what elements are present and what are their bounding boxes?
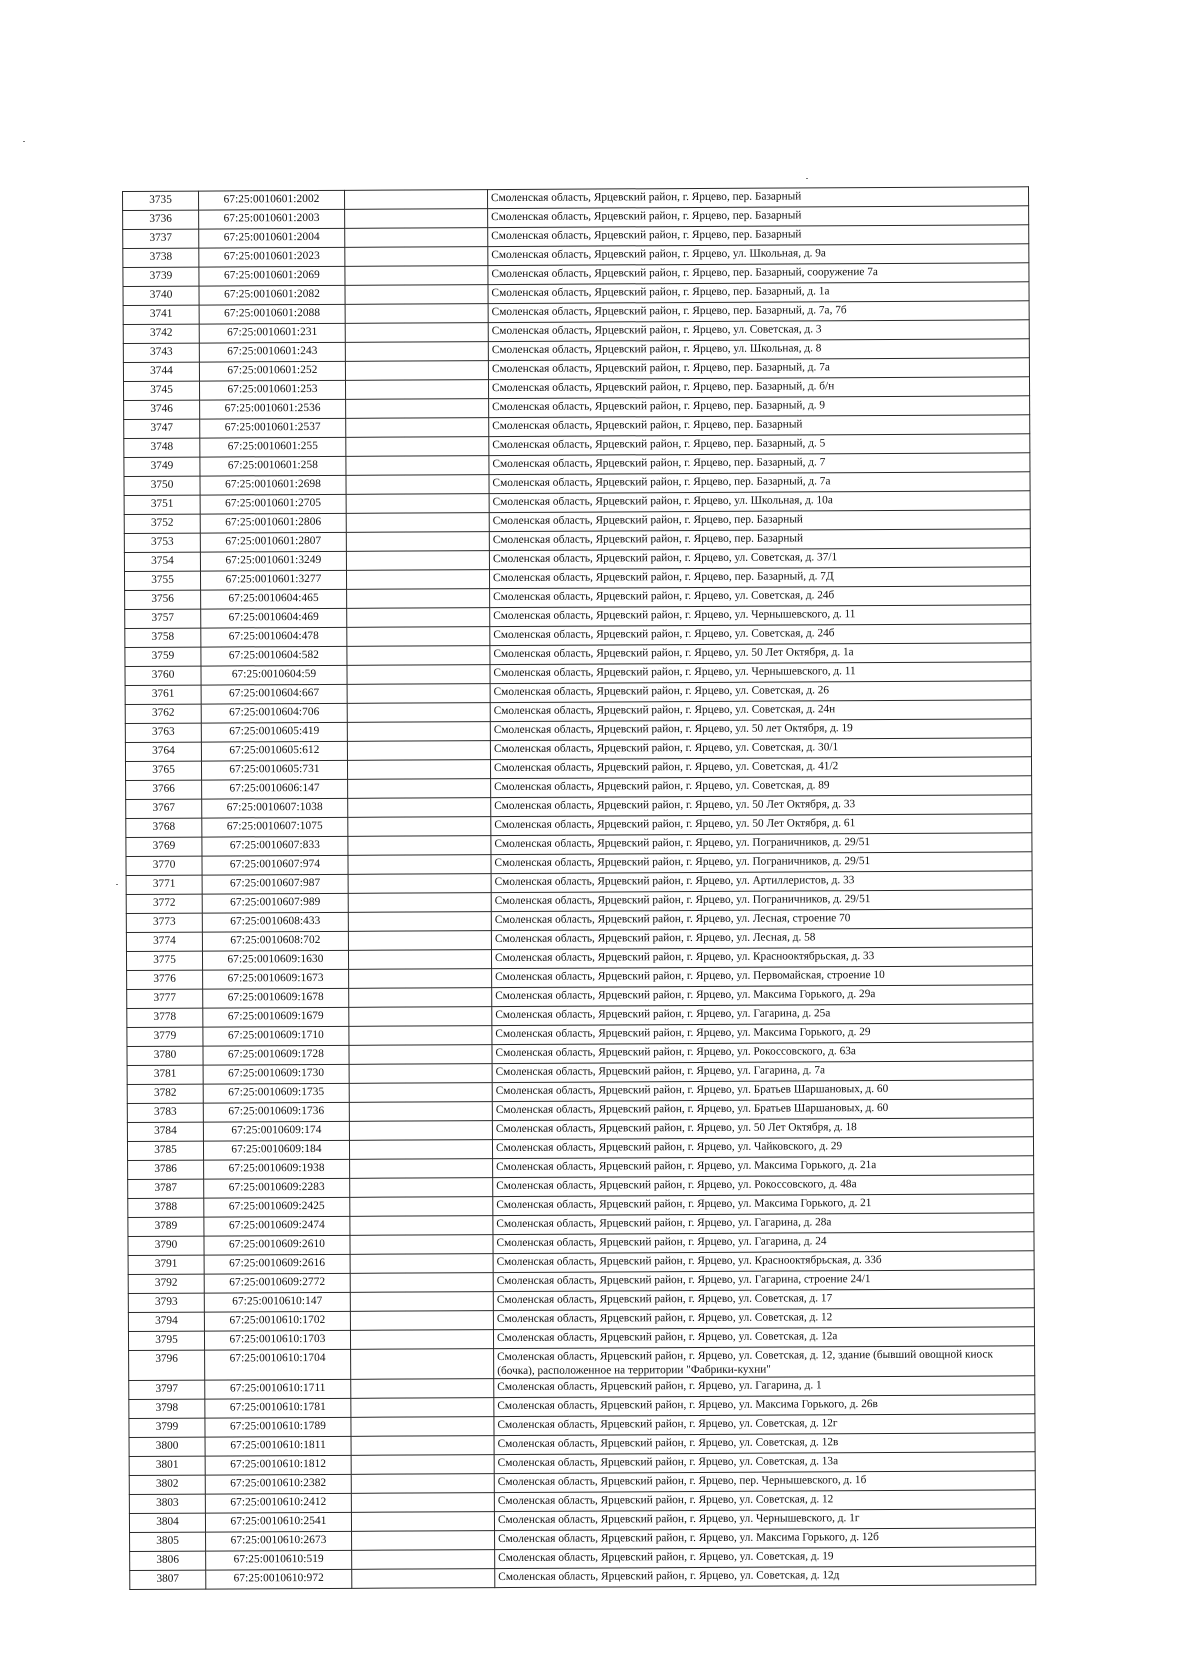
- cadastral-number-cell: 67:25:0010604:478: [201, 627, 347, 647]
- empty-cell: [346, 456, 489, 476]
- address-cell: Смоленская область, Ярцевский район, г. Ярцево, ул. Чернышевского, д. 11: [490, 662, 1031, 684]
- empty-cell: [347, 684, 490, 704]
- address-cell: Смоленская область, Ярцевский район, г. Ярцево, пер. Базарный, д. 5: [489, 434, 1030, 456]
- address-cell: Смоленская область, Ярцевский район, г. Ярцево, ул. 50 Лет Октября, д. 18: [492, 1118, 1033, 1140]
- address-cell: Смоленская область, Ярцевский район, г. Ярцево, ул. 50 Лет Октября, д. 1а: [490, 643, 1031, 665]
- cadastral-number-cell: 67:25:0010601:2002: [199, 190, 345, 210]
- cadastral-number-cell: 67:25:0010608:433: [202, 912, 348, 932]
- row-number-cell: 3783: [127, 1103, 203, 1122]
- empty-cell: [351, 1398, 494, 1418]
- table-row: [130, 1566, 1036, 1590]
- scan-speck: [23, 141, 25, 142]
- cadastral-number-cell: 67:25:0010605:419: [201, 722, 347, 742]
- empty-cell: [348, 836, 491, 856]
- address-cell: Смоленская область, Ярцевский район, г. Ярцево, ул. Советская, д. 89: [491, 776, 1032, 798]
- address-cell: Смоленская область, Ярцевский район, г. Ярцево, пер. Базарный: [489, 415, 1030, 437]
- address-cell: Смоленская область, Ярцевский район, г. Ярцево, ул. Советская, д. 13а: [494, 1452, 1035, 1474]
- row-number-cell: 3793: [128, 1293, 204, 1312]
- address-cell: Смоленская область, Ярцевский район, г. Ярцево, ул. Советская, д. 41/2: [490, 757, 1031, 779]
- cadastral-number-cell: 67:25:0010610:1711: [205, 1379, 351, 1399]
- row-number-cell: 3740: [123, 286, 199, 305]
- address-cell: Смоленская область, Ярцевский район, г. Ярцево, ул. 50 Лет Октября, д. 61: [491, 814, 1032, 836]
- empty-cell: [345, 380, 488, 400]
- row-number-cell: 3777: [127, 989, 203, 1008]
- address-cell: Смоленская область, Ярцевский район, г. Ярцево, пер. Базарный, д. 7: [489, 453, 1030, 475]
- cadastral-number-cell: 67:25:0010609:1728: [203, 1045, 349, 1065]
- empty-cell: [351, 1474, 494, 1494]
- cadastral-number-cell: 67:25:0010601:253: [199, 380, 345, 400]
- cadastral-number-cell: 67:25:0010610:2541: [205, 1512, 351, 1532]
- row-number-cell: 3805: [130, 1532, 206, 1551]
- row-number-cell: 3750: [124, 476, 200, 495]
- empty-cell: [347, 608, 490, 628]
- address-cell: Смоленская область, Ярцевский район, г. Ярцево, ул. Гагарина, д. 25а: [492, 1004, 1033, 1026]
- address-cell: Смоленская область, Ярцевский район, г. Ярцево, ул. Чайковского, д. 29: [492, 1137, 1033, 1159]
- address-cell: Смоленская область, Ярцевский район, г. Ярцево, ул. Школьная, д. 9а: [488, 244, 1029, 266]
- empty-cell: [347, 627, 490, 647]
- row-number-cell: 3781: [127, 1065, 203, 1084]
- address-cell: Смоленская область, Ярцевский район, г. Ярцево, ул. Чернышевского, д. 1г: [494, 1509, 1035, 1531]
- cadastral-number-cell: 67:25:0010610:972: [206, 1569, 352, 1589]
- row-number-cell: 3757: [125, 609, 201, 628]
- empty-cell: [349, 1045, 492, 1065]
- row-number-cell: 3778: [127, 1008, 203, 1027]
- row-number-cell: 3786: [128, 1160, 204, 1179]
- table-row: [129, 1346, 1035, 1381]
- cadastral-number-cell: 67:25:0010604:469: [201, 608, 347, 628]
- cadastral-number-cell: 67:25:0010601:252: [199, 361, 345, 381]
- cadastral-number-cell: 67:25:0010604:59: [201, 665, 347, 685]
- cadastral-number-cell: 67:25:0010607:987: [202, 874, 348, 894]
- address-cell: Смоленская область, Ярцевский район, г. Ярцево, ул. Краснооктябрьская, д. 33б: [493, 1251, 1034, 1273]
- empty-cell: [349, 1026, 492, 1046]
- empty-cell: [345, 247, 488, 267]
- address-cell: Смоленская область, Ярцевский район, г. Ярцево, ул. Лесная, строение 70: [491, 909, 1032, 931]
- registry-table-body: [123, 187, 1036, 1590]
- cadastral-number-cell: 67:25:0010609:2610: [204, 1235, 350, 1255]
- cadastral-number-cell: 67:25:0010610:2412: [205, 1493, 351, 1513]
- cadastral-number-cell: 67:25:0010601:3277: [200, 570, 346, 590]
- row-number-cell: 3790: [128, 1236, 204, 1255]
- address-cell: Смоленская область, Ярцевский район, г. Ярцево, ул. Гагарина, д. 1: [494, 1376, 1035, 1398]
- row-number-cell: 3789: [128, 1217, 204, 1236]
- row-number-cell: 3761: [125, 685, 201, 704]
- cadastral-number-cell: 67:25:0010610:1704: [205, 1349, 351, 1380]
- empty-cell: [345, 228, 488, 248]
- empty-cell: [350, 1159, 493, 1179]
- row-number-cell: 3792: [128, 1274, 204, 1293]
- cadastral-number-cell: 67:25:0010601:2536: [200, 399, 346, 419]
- row-number-cell: 3739: [123, 267, 199, 286]
- empty-cell: [346, 475, 489, 495]
- row-number-cell: 3751: [124, 495, 200, 514]
- cadastral-number-cell: 67:25:0010601:3249: [200, 551, 346, 571]
- row-number-cell: 3742: [123, 324, 199, 343]
- cadastral-number-cell: 67:25:0010601:258: [200, 456, 346, 476]
- address-cell: Смоленская область, Ярцевский район, г. Ярцево, пер. Чернышевского, д. 1б: [494, 1471, 1035, 1493]
- row-number-cell: 3770: [126, 856, 202, 875]
- empty-cell: [347, 646, 490, 666]
- address-cell: Смоленская область, Ярцевский район, г. Ярцево, ул. Артиллеристов, д. 33: [491, 871, 1032, 893]
- empty-cell: [350, 1216, 493, 1236]
- row-number-cell: 3756: [125, 590, 201, 609]
- row-number-cell: 3752: [124, 514, 200, 533]
- row-number-cell: 3773: [126, 913, 202, 932]
- row-number-cell: 3754: [124, 552, 200, 571]
- empty-cell: [348, 912, 491, 932]
- row-number-cell: 3797: [129, 1380, 205, 1399]
- row-number-cell: 3804: [129, 1513, 205, 1532]
- cadastral-number-cell: 67:25:0010610:2673: [206, 1531, 352, 1551]
- empty-cell: [345, 323, 488, 343]
- row-number-cell: 3782: [127, 1084, 203, 1103]
- row-number-cell: 3738: [123, 248, 199, 267]
- address-cell: Смоленская область, Ярцевский район, г. Ярцево, пер. Базарный, д. 7а: [488, 358, 1029, 380]
- address-cell: Смоленская область, Ярцевский район, г. Ярцево, ул. Пограничников, д. 29/51: [491, 890, 1032, 912]
- row-number-cell: 3768: [126, 818, 202, 837]
- cadastral-number-cell: 67:25:0010606:147: [202, 779, 348, 799]
- cadastral-number-cell: 67:25:0010601:2806: [200, 513, 346, 533]
- empty-cell: [347, 741, 490, 761]
- row-number-cell: 3766: [126, 780, 202, 799]
- cadastral-number-cell: 67:25:0010609:2772: [204, 1273, 350, 1293]
- row-number-cell: 3798: [129, 1399, 205, 1418]
- cadastral-number-cell: 67:25:0010610:1703: [204, 1330, 350, 1350]
- cadastral-number-cell: 67:25:0010605:731: [201, 760, 347, 780]
- cadastral-number-cell: 67:25:0010609:1630: [202, 950, 348, 970]
- empty-cell: [346, 399, 489, 419]
- cadastral-number-cell: 67:25:0010610:1812: [205, 1455, 351, 1475]
- row-number-cell: 3762: [125, 704, 201, 723]
- address-cell: Смоленская область, Ярцевский район, г. Ярцево, ул. Советская, д. 3: [488, 320, 1029, 342]
- row-number-cell: 3755: [124, 571, 200, 590]
- cadastral-number-cell: 67:25:0010604:582: [201, 646, 347, 666]
- address-cell: Смоленская область, Ярцевский район, г. Ярцево, пер. Базарный: [489, 529, 1030, 551]
- row-number-cell: 3796: [129, 1350, 205, 1380]
- address-cell: Смоленская область, Ярцевский район, г. Ярцево, пер. Базарный, д. 7а, 7б: [488, 301, 1029, 323]
- address-cell: Смоленская область, Ярцевский район, г. Ярцево, ул. Максима Горького, д. 29а: [492, 985, 1033, 1007]
- cadastral-number-cell: 67:25:0010607:989: [202, 893, 348, 913]
- address-cell: Смоленская область, Ярцевский район, г. Ярцево, ул. Лесная, д. 58: [491, 928, 1032, 950]
- row-number-cell: 3794: [128, 1312, 204, 1331]
- cadastral-number-cell: 67:25:0010604:667: [201, 684, 347, 704]
- address-cell: Смоленская область, Ярцевский район, г. Ярцево, ул. Гагарина, строение 24/1: [493, 1270, 1034, 1292]
- row-number-cell: 3744: [123, 362, 199, 381]
- empty-cell: [349, 1064, 492, 1084]
- row-number-cell: 3801: [129, 1456, 205, 1475]
- address-cell: Смоленская область, Ярцевский район, г. Ярцево, ул. Гагарина, д. 28а: [493, 1213, 1034, 1235]
- cadastral-number-cell: 67:25:0010607:833: [202, 836, 348, 856]
- address-cell: Смоленская область, Ярцевский район, г. Ярцево, ул. Советская, д. 12, здание (бывший овощной киоск (бочка), расположенное на территории "Фабрики-кухни": [494, 1346, 1035, 1379]
- cadastral-number-cell: 67:25:0010601:2023: [199, 247, 345, 267]
- address-cell: Смоленская область, Ярцевский район, г. Ярцево, ул. Рокоссовского, д. 63а: [492, 1042, 1033, 1064]
- row-number-cell: 3776: [127, 970, 203, 989]
- cadastral-number-cell: 67:25:0010601:2003: [199, 209, 345, 229]
- cadastral-number-cell: 67:25:0010610:1811: [205, 1436, 351, 1456]
- empty-cell: [350, 1178, 493, 1198]
- row-number-cell: 3779: [127, 1027, 203, 1046]
- empty-cell: [347, 665, 490, 685]
- scan-speck: [806, 178, 808, 179]
- empty-cell: [346, 437, 489, 457]
- cadastral-number-cell: 67:25:0010601:2069: [199, 266, 345, 286]
- row-number-cell: 3787: [128, 1179, 204, 1198]
- address-cell: Смоленская область, Ярцевский район, г. Ярцево, пер. Базарный: [487, 187, 1028, 209]
- empty-cell: [348, 931, 491, 951]
- empty-cell: [350, 1292, 493, 1312]
- cadastral-number-cell: 67:25:0010609:184: [203, 1140, 349, 1160]
- address-cell: Смоленская область, Ярцевский район, г. Ярцево, ул. Пограничников, д. 29/51: [491, 852, 1032, 874]
- address-cell: Смоленская область, Ярцевский район, г. Ярцево, ул. Советская, д. 26: [490, 681, 1031, 703]
- empty-cell: [351, 1379, 494, 1399]
- address-cell: Смоленская область, Ярцевский район, г. Ярцево, ул. Братьев Шаршановых, д. 60: [492, 1080, 1033, 1102]
- empty-cell: [348, 779, 491, 799]
- empty-cell: [349, 969, 492, 989]
- address-cell: Смоленская область, Ярцевский район, г. Ярцево, ул. Советская, д. 12а: [493, 1327, 1034, 1349]
- cadastral-number-cell: 67:25:0010601:2088: [199, 304, 345, 324]
- cadastral-number-cell: 67:25:0010609:1678: [203, 988, 349, 1008]
- empty-cell: [352, 1569, 495, 1589]
- cadastral-number-cell: 67:25:0010609:1735: [203, 1083, 349, 1103]
- empty-cell: [351, 1455, 494, 1475]
- empty-cell: [348, 874, 491, 894]
- row-number-cell: 3743: [123, 343, 199, 362]
- empty-cell: [347, 589, 490, 609]
- empty-cell: [349, 1121, 492, 1141]
- empty-cell: [351, 1512, 494, 1532]
- empty-cell: [348, 855, 491, 875]
- cadastral-number-cell: 67:25:0010601:255: [200, 437, 346, 457]
- empty-cell: [349, 1083, 492, 1103]
- cadastral-number-cell: 67:25:0010609:1673: [203, 969, 349, 989]
- row-number-cell: 3775: [126, 951, 202, 970]
- cadastral-number-cell: 67:25:0010607:974: [202, 855, 348, 875]
- row-number-cell: 3764: [125, 742, 201, 761]
- cadastral-number-cell: 67:25:0010610:147: [204, 1292, 350, 1312]
- empty-cell: [345, 285, 488, 305]
- empty-cell: [350, 1273, 493, 1293]
- cadastral-number-cell: 67:25:0010601:2807: [200, 532, 346, 552]
- cadastral-number-cell: 67:25:0010609:174: [203, 1121, 349, 1141]
- cadastral-number-cell: 67:25:0010609:2474: [204, 1216, 350, 1236]
- address-cell: Смоленская область, Ярцевский район, г. Ярцево, ул. 50 лет Октября, д. 19: [490, 719, 1031, 741]
- empty-cell: [351, 1436, 494, 1456]
- address-cell: Смоленская область, Ярцевский район, г. Ярцево, пер. Базарный, д. 7а: [489, 472, 1030, 494]
- address-cell: Смоленская область, Ярцевский район, г. Ярцево, ул. Краснооктябрьская, д. 33: [491, 947, 1032, 969]
- row-number-cell: 3799: [129, 1418, 205, 1437]
- row-number-cell: 3769: [126, 837, 202, 856]
- row-number-cell: 3753: [124, 533, 200, 552]
- property-registry-table: [122, 186, 1036, 1590]
- row-number-cell: 3788: [128, 1198, 204, 1217]
- address-cell: Смоленская область, Ярцевский район, г. Ярцево, ул. Школьная, д. 8: [488, 339, 1029, 361]
- row-number-cell: 3791: [128, 1255, 204, 1274]
- address-cell: Смоленская область, Ярцевский район, г. Ярцево, ул. Первомайская, строение 10: [492, 966, 1033, 988]
- address-cell: Смоленская область, Ярцевский район, г. Ярцево, ул. Школьная, д. 10а: [489, 491, 1030, 513]
- address-cell: Смоленская область, Ярцевский район, г. Ярцево, ул. Пограничников, д. 29/51: [491, 833, 1032, 855]
- empty-cell: [349, 1007, 492, 1027]
- address-cell: Смоленская область, Ярцевский район, г. Ярцево, ул. Чернышевского, д. 11: [490, 605, 1031, 627]
- cadastral-number-cell: 67:25:0010601:243: [199, 342, 345, 362]
- cadastral-number-cell: 67:25:0010609:1710: [203, 1026, 349, 1046]
- address-cell: Смоленская область, Ярцевский район, г. Ярцево, ул. Советская, д. 37/1: [489, 548, 1030, 570]
- row-number-cell: 3802: [129, 1475, 205, 1494]
- empty-cell: [345, 304, 488, 324]
- empty-cell: [346, 532, 489, 552]
- cadastral-number-cell: 67:25:0010609:2425: [204, 1197, 350, 1217]
- row-number-cell: 3774: [126, 932, 202, 951]
- row-number-cell: 3767: [126, 799, 202, 818]
- address-cell: Смоленская область, Ярцевский район, г. Ярцево, ул. Советская, д. 24н: [490, 700, 1031, 722]
- row-number-cell: 3735: [123, 191, 199, 210]
- address-cell: Смоленская область, Ярцевский район, г. Ярцево, ул. Советская, д. 24б: [490, 624, 1031, 646]
- empty-cell: [351, 1493, 494, 1513]
- row-number-cell: 3803: [129, 1494, 205, 1513]
- empty-cell: [351, 1349, 494, 1380]
- cadastral-number-cell: 67:25:0010610:1789: [205, 1417, 351, 1437]
- empty-cell: [346, 570, 489, 590]
- address-cell: Смоленская область, Ярцевский район, г. Ярцево, ул. Советская, д. 12г: [494, 1414, 1035, 1436]
- empty-cell: [345, 209, 488, 229]
- address-cell: Смоленская область, Ярцевский район, г. Ярцево, пер. Базарный: [488, 206, 1029, 228]
- address-cell: Смоленская область, Ярцевский район, г. Ярцево, ул. Максима Горького, д. 29: [492, 1023, 1033, 1045]
- address-cell: Смоленская область, Ярцевский район, г. Ярцево, ул. Советская, д. 17: [493, 1289, 1034, 1311]
- empty-cell: [348, 893, 491, 913]
- row-number-cell: 3807: [130, 1570, 206, 1589]
- address-cell: Смоленская область, Ярцевский район, г. Ярцево, пер. Базарный: [488, 225, 1029, 247]
- cadastral-number-cell: 67:25:0010610:2382: [205, 1474, 351, 1494]
- row-number-cell: 3747: [124, 419, 200, 438]
- address-cell: Смоленская область, Ярцевский район, г. Ярцево, пер. Базарный, д. 7Д: [489, 567, 1030, 589]
- address-cell: Смоленская область, Ярцевский район, г. Ярцево, ул. Советская, д. 12д: [495, 1566, 1036, 1588]
- empty-cell: [348, 817, 491, 837]
- cadastral-number-cell: 67:25:0010604:465: [201, 589, 347, 609]
- address-cell: Смоленская область, Ярцевский район, г. Ярцево, ул. Максима Горького, д. 21а: [493, 1156, 1034, 1178]
- empty-cell: [345, 266, 488, 286]
- cadastral-number-cell: 67:25:0010609:1736: [203, 1102, 349, 1122]
- address-cell: Смоленская область, Ярцевский район, г. Ярцево, пер. Базарный, д. 1а: [488, 282, 1029, 304]
- row-number-cell: 3746: [124, 400, 200, 419]
- address-cell: Смоленская область, Ярцевский район, г. Ярцево, пер. Базарный: [489, 510, 1030, 532]
- row-number-cell: 3763: [125, 723, 201, 742]
- row-number-cell: 3765: [125, 761, 201, 780]
- row-number-cell: 3795: [128, 1331, 204, 1350]
- empty-cell: [349, 988, 492, 1008]
- empty-cell: [345, 342, 488, 362]
- cadastral-number-cell: 67:25:0010609:1730: [203, 1064, 349, 1084]
- empty-cell: [349, 1140, 492, 1160]
- cadastral-number-cell: 67:25:0010601:2082: [199, 285, 345, 305]
- cadastral-number-cell: 67:25:0010609:2616: [204, 1254, 350, 1274]
- empty-cell: [346, 418, 489, 438]
- address-cell: Смоленская область, Ярцевский район, г. Ярцево, пер. Базарный, д. б/н: [488, 377, 1029, 399]
- row-number-cell: 3771: [126, 875, 202, 894]
- row-number-cell: 3760: [125, 666, 201, 685]
- row-number-cell: 3785: [127, 1141, 203, 1160]
- cadastral-number-cell: 67:25:0010601:231: [199, 323, 345, 343]
- scan-speck: [116, 884, 118, 885]
- cadastral-number-cell: 67:25:0010604:706: [201, 703, 347, 723]
- empty-cell: [347, 703, 490, 723]
- address-cell: Смоленская область, Ярцевский район, г. Ярцево, ул. Максима Горького, д. 12б: [495, 1528, 1036, 1550]
- address-cell: Смоленская область, Ярцевский район, г. Ярцево, ул. Максима Горького, д. 21: [493, 1194, 1034, 1216]
- empty-cell: [346, 551, 489, 571]
- empty-cell: [351, 1417, 494, 1437]
- row-number-cell: 3745: [123, 381, 199, 400]
- address-cell: Смоленская область, Ярцевский район, г. Ярцево, ул. Советская, д. 12: [494, 1490, 1035, 1512]
- empty-cell: [350, 1330, 493, 1350]
- cadastral-number-cell: 67:25:0010601:2705: [200, 494, 346, 514]
- cadastral-number-cell: 67:25:0010610:519: [206, 1550, 352, 1570]
- empty-cell: [350, 1235, 493, 1255]
- empty-cell: [352, 1531, 495, 1551]
- empty-cell: [348, 798, 491, 818]
- address-cell: Смоленская область, Ярцевский район, г. Ярцево, ул. Советская, д. 24б: [490, 586, 1031, 608]
- empty-cell: [344, 190, 487, 210]
- address-cell: Смоленская область, Ярцевский район, г. Ярцево, ул. Гагарина, д. 24: [493, 1232, 1034, 1254]
- empty-cell: [346, 513, 489, 533]
- address-cell: Смоленская область, Ярцевский район, г. Ярцево, ул. Братьев Шаршановых, д. 60: [492, 1099, 1033, 1121]
- row-number-cell: 3784: [127, 1122, 203, 1141]
- address-cell: Смоленская область, Ярцевский район, г. Ярцево, ул. Советская, д. 12в: [494, 1433, 1035, 1455]
- address-cell: Смоленская область, Ярцевский район, г. Ярцево, ул. Гагарина, д. 7а: [492, 1061, 1033, 1083]
- empty-cell: [352, 1550, 495, 1570]
- row-number-cell: 3800: [129, 1437, 205, 1456]
- cadastral-number-cell: 67:25:0010601:2537: [200, 418, 346, 438]
- row-number-cell: 3749: [124, 457, 200, 476]
- row-number-cell: 3741: [123, 305, 199, 324]
- address-cell: Смоленская область, Ярцевский район, г. Ярцево, ул. Советская, д. 19: [495, 1547, 1036, 1569]
- address-cell: Смоленская область, Ярцевский район, г. Ярцево, ул. 50 Лет Октября, д. 33: [491, 795, 1032, 817]
- empty-cell: [345, 361, 488, 381]
- row-number-cell: 3736: [123, 210, 199, 229]
- empty-cell: [346, 494, 489, 514]
- cadastral-number-cell: 67:25:0010609:1679: [203, 1007, 349, 1027]
- cadastral-number-cell: 67:25:0010610:1702: [204, 1311, 350, 1331]
- address-cell: Смоленская область, Ярцевский район, г. Ярцево, пер. Базарный, д. 9: [489, 396, 1030, 418]
- cadastral-number-cell: 67:25:0010610:1781: [205, 1398, 351, 1418]
- empty-cell: [347, 722, 490, 742]
- empty-cell: [350, 1254, 493, 1274]
- row-number-cell: 3748: [124, 438, 200, 457]
- cadastral-number-cell: 67:25:0010609:1938: [204, 1159, 350, 1179]
- row-number-cell: 3737: [123, 229, 199, 248]
- cadastral-number-cell: 67:25:0010601:2698: [200, 475, 346, 495]
- cadastral-number-cell: 67:25:0010608:702: [202, 931, 348, 951]
- row-number-cell: 3772: [126, 894, 202, 913]
- empty-cell: [347, 760, 490, 780]
- cadastral-number-cell: 67:25:0010607:1038: [202, 798, 348, 818]
- cadastral-number-cell: 67:25:0010601:2004: [199, 228, 345, 248]
- empty-cell: [348, 950, 491, 970]
- address-cell: Смоленская область, Ярцевский район, г. Ярцево, ул. Советская, д. 30/1: [490, 738, 1031, 760]
- row-number-cell: 3806: [130, 1551, 206, 1570]
- empty-cell: [349, 1102, 492, 1122]
- row-number-cell: 3759: [125, 647, 201, 666]
- row-number-cell: 3758: [125, 628, 201, 647]
- cadastral-number-cell: 67:25:0010609:2283: [204, 1178, 350, 1198]
- cadastral-number-cell: 67:25:0010607:1075: [202, 817, 348, 837]
- row-number-cell: 3780: [127, 1046, 203, 1065]
- cadastral-number-cell: 67:25:0010605:612: [201, 741, 347, 761]
- empty-cell: [350, 1311, 493, 1331]
- address-cell: Смоленская область, Ярцевский район, г. Ярцево, ул. Максима Горького, д. 26в: [494, 1395, 1035, 1417]
- empty-cell: [350, 1197, 493, 1217]
- address-cell: Смоленская область, Ярцевский район, г. Ярцево, ул. Рокоссовского, д. 48а: [493, 1175, 1034, 1197]
- address-cell: Смоленская область, Ярцевский район, г. Ярцево, пер. Базарный, сооружение 7а: [488, 263, 1029, 285]
- address-cell: Смоленская область, Ярцевский район, г. Ярцево, ул. Советская, д. 12: [493, 1308, 1034, 1330]
